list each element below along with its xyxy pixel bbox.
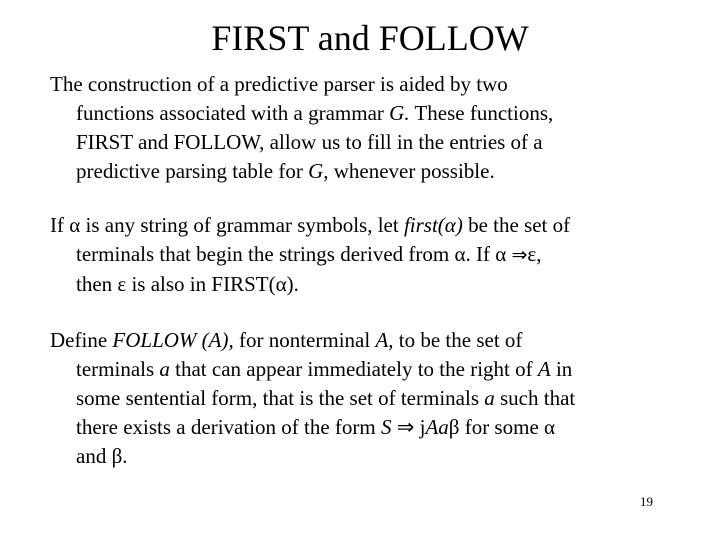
- derives-arrow-icon: ⇒: [511, 244, 528, 266]
- paragraph-predictive-parser: [50, 70, 670, 186]
- paragraph-line: FIRST and FOLLOW, allow us to fill in the entries of a: [76, 130, 543, 154]
- slide-title: FIRST and FOLLOW: [211, 18, 529, 58]
- derives-arrow-icon: ⇒: [396, 415, 415, 439]
- paragraph-follow-definition: [50, 326, 670, 471]
- paragraph-line: terminals that begin the strings derived from α. If α ⇒ε,: [76, 242, 542, 266]
- paragraph-first-definition: [50, 211, 670, 299]
- paragraph-line: and β.: [76, 444, 128, 468]
- paragraph-line: The construction of a predictive parser is aided by two: [50, 72, 508, 96]
- paragraph-line: functions associated with a grammar G. These functions,: [76, 101, 554, 125]
- paragraph-line: If α is any string of grammar symbols, let first(α) be the set of: [50, 213, 571, 237]
- paragraph-line: some sentential form, that is the set of terminals a such that: [76, 386, 576, 410]
- paragraph-line: there exists a derivation of the form S ⇒ jAaβ for some α: [76, 415, 556, 439]
- paragraph-line: terminals a that can appear immediately to the right of A in: [76, 357, 573, 381]
- page-number: 19: [640, 494, 653, 509]
- paragraph-line: then ε is also in FIRST(α).: [76, 272, 299, 296]
- paragraph-line: predictive parsing table for G, whenever possible.: [76, 159, 495, 183]
- paragraph-line: Define FOLLOW (A), for nonterminal A, to be the set of: [50, 328, 523, 352]
